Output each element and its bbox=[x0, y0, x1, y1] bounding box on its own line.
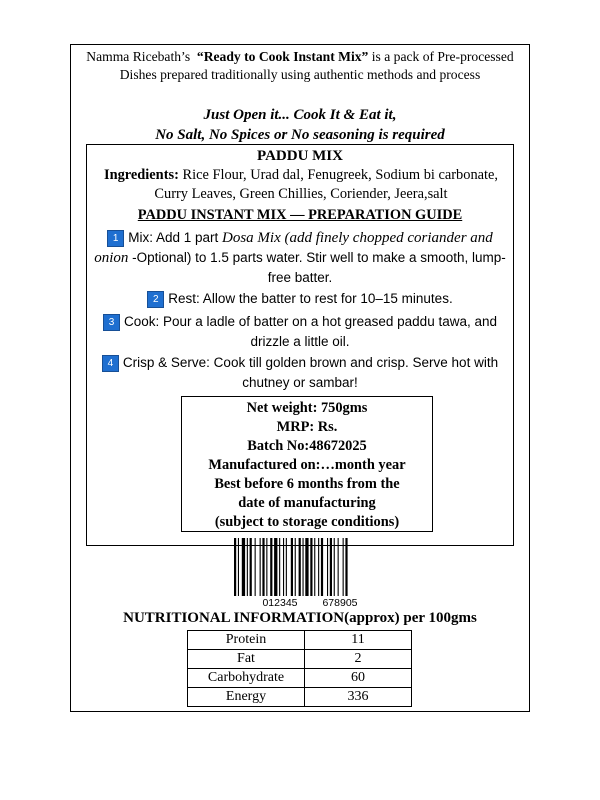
nutrient-value: 336 bbox=[305, 688, 412, 707]
table-row bbox=[188, 631, 412, 650]
step-text: Mix: Add 1 part bbox=[128, 230, 222, 245]
table-row bbox=[188, 669, 412, 688]
intro-description: is a pack of Pre-processed Dishes prepared traditionally using authentic methods and process bbox=[119, 49, 514, 82]
guide-title: PADDU INSTANT MIX — PREPARATION GUIDE bbox=[137, 207, 463, 223]
nutrient-value: 2 bbox=[305, 650, 412, 669]
mrp: MRP: Rs. bbox=[276, 419, 338, 435]
ingredients-label: Ingredients: bbox=[103, 167, 179, 183]
step-text: Cook: Pour a ladle of batter on a hot greased paddu tawa, and drizzle a little oil. bbox=[123, 314, 497, 349]
step-italic: Dosa Mix (add finely chopped coriander and onion bbox=[94, 230, 493, 266]
nutrient-name: Carbohydrate bbox=[188, 669, 305, 688]
nutrition-title: NUTRITIONAL INFORMATION(approx) per 100gms bbox=[123, 610, 477, 626]
manufactured-date: Manufactured on:…month year bbox=[208, 457, 406, 473]
nutrient-value: 11 bbox=[305, 631, 412, 650]
step-number-badge: 2 bbox=[147, 291, 164, 308]
step-text: Crisp & Serve: Cook till golden brown and crisp. Serve hot with chutney or sambar! bbox=[122, 355, 499, 390]
best-before-1: Best before 6 months from the bbox=[214, 476, 400, 492]
ingredients-list: Rice Flour, Urad dal, Fenugreek, Sodium bi carbonate, Curry Leaves, Green Chillies, Coriender, Jeera,salt bbox=[154, 167, 499, 202]
nutrient-value: 60 bbox=[305, 669, 412, 688]
barcode-icon bbox=[228, 538, 378, 608]
step-number-badge: 3 bbox=[103, 314, 120, 331]
net-weight: Net weight: 750gms bbox=[246, 400, 368, 416]
step-text: -Optional) to 1.5 parts water. Stir well to make a smooth, lump-free batter. bbox=[128, 250, 506, 285]
step-2 bbox=[92, 289, 508, 309]
tagline-line1: Just Open it... Cook It & Eat it, bbox=[203, 107, 397, 123]
step-text: Rest: Allow the batter to rest for 10–15 minutes. bbox=[168, 291, 453, 306]
step-number-badge: 1 bbox=[107, 230, 124, 247]
intro-text bbox=[72, 48, 528, 84]
brand-name: Namma Ricebath’s bbox=[86, 49, 191, 64]
table-row bbox=[188, 650, 412, 669]
step-3 bbox=[92, 312, 508, 352]
storage-note: (subject to storage conditions) bbox=[214, 514, 400, 530]
product-quote: “Ready to Cook Instant Mix” bbox=[196, 49, 369, 64]
nutrient-name: Energy bbox=[188, 688, 305, 707]
tagline-line2: No Salt, No Spices or No seasoning is required bbox=[155, 127, 445, 143]
table-row bbox=[188, 688, 412, 707]
step-1 bbox=[92, 228, 508, 288]
nutrition-table bbox=[187, 630, 412, 707]
product-title: PADDU MIX bbox=[257, 148, 343, 164]
best-before-2: date of manufacturing bbox=[238, 495, 376, 511]
nutrient-name: Fat bbox=[188, 650, 305, 669]
batch-number: Batch No:48672025 bbox=[247, 438, 367, 454]
step-4 bbox=[92, 353, 508, 393]
ingredients bbox=[100, 166, 502, 204]
step-number-badge: 4 bbox=[102, 355, 119, 372]
barcode-right-digits: 678905 bbox=[322, 597, 358, 608]
nutrient-name: Protein bbox=[188, 631, 305, 650]
barcode-left-digits: 012345 bbox=[262, 597, 298, 608]
